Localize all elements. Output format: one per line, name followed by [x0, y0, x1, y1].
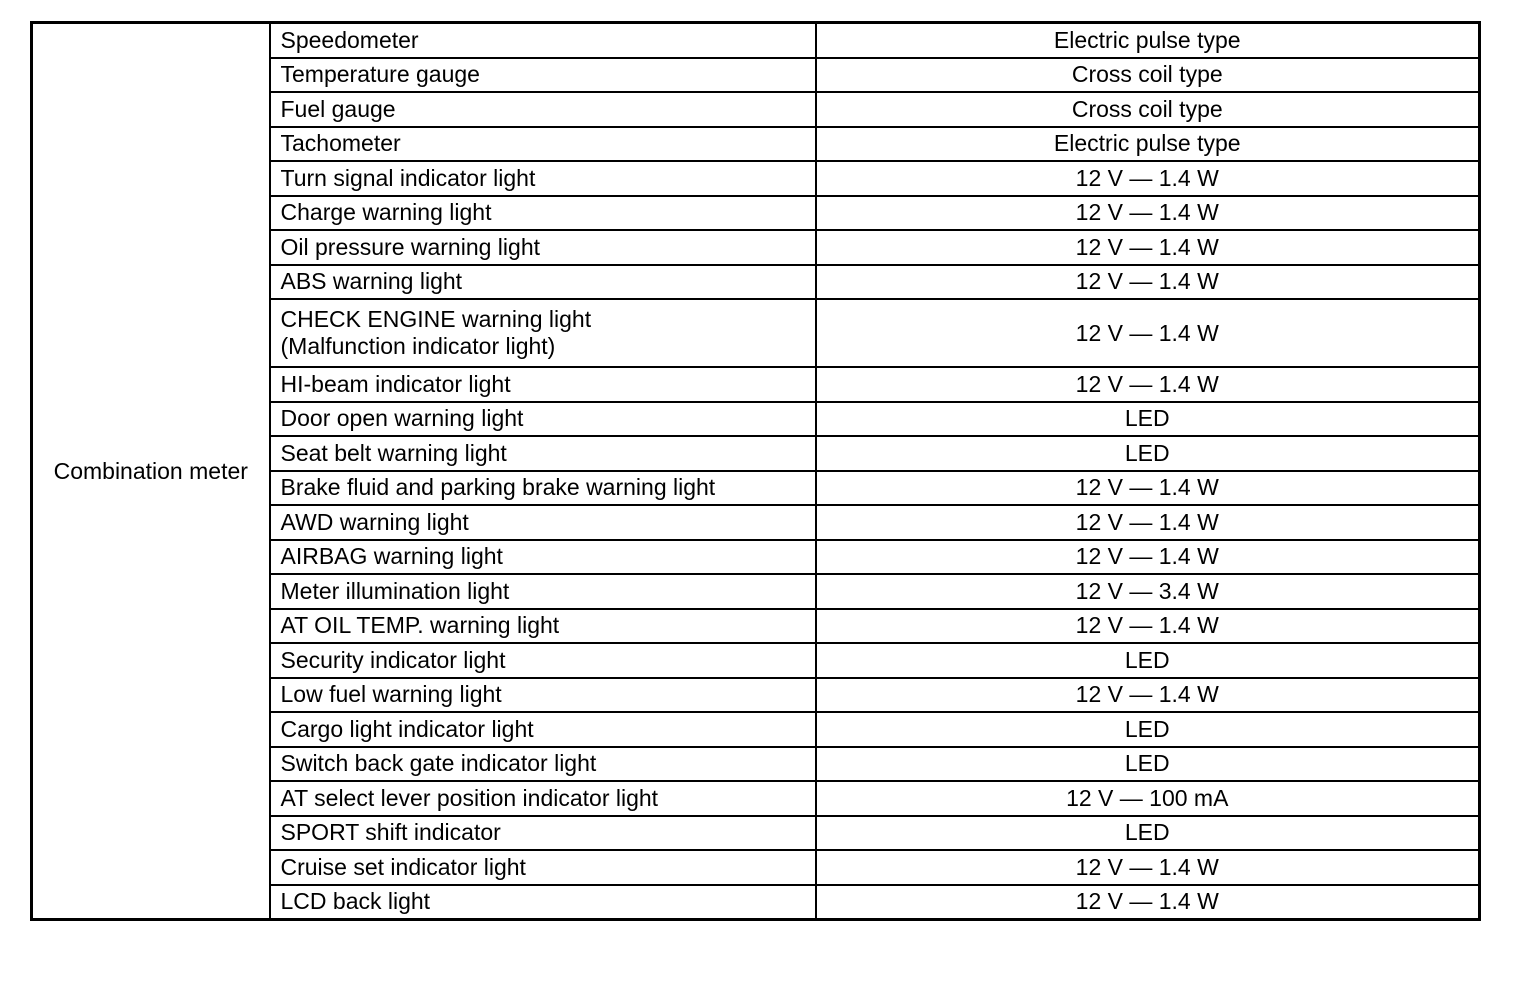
item-name-line: Cruise set indicator light — [280, 853, 526, 880]
item-name-line: Security indicator light — [280, 646, 506, 673]
item-value-cell: 12 V — 1.4 W — [816, 161, 1480, 196]
item-value-cell: 12 V — 100 mA — [816, 781, 1480, 816]
item-value-cell: LED — [816, 643, 1480, 678]
item-name-cell — [270, 471, 816, 506]
item-name-line: AIRBAG warning light — [280, 543, 503, 570]
item-value-cell: Electric pulse type — [816, 127, 1480, 162]
item-name-cell — [270, 781, 816, 816]
item-value-cell: LED — [816, 712, 1480, 747]
item-name-line: Brake fluid and parking brake warning light — [280, 474, 716, 501]
item-name-cell — [270, 712, 816, 747]
item-name-line: Low fuel warning light — [280, 681, 502, 708]
item-name-cell — [270, 540, 816, 575]
item-value-cell: 12 V — 1.4 W — [816, 196, 1480, 231]
item-name-line: Temperature gauge — [280, 61, 480, 88]
item-value-cell: Cross coil type — [816, 92, 1480, 127]
item-value-cell: 12 V — 3.4 W — [816, 574, 1480, 609]
item-name-line: Tachometer — [280, 130, 401, 157]
item-name-line: AT OIL TEMP. warning light — [280, 612, 560, 639]
item-value-cell: Cross coil type — [816, 58, 1480, 93]
item-name-cell — [270, 402, 816, 437]
item-name-line: AT select lever position indicator light — [280, 784, 659, 811]
item-value-cell: LED — [816, 816, 1480, 851]
item-name-cell — [270, 265, 816, 300]
item-name-cell — [270, 678, 816, 713]
item-name-line: Charge warning light — [280, 199, 492, 226]
item-name-cell — [270, 609, 816, 644]
item-name-line: Cargo light indicator light — [280, 715, 534, 742]
group-label-cell: Combination meter — [32, 23, 270, 920]
item-name-line: Turn signal indicator light — [280, 164, 536, 191]
item-name-line: Seat belt warning light — [280, 439, 507, 466]
item-name-cell — [270, 885, 816, 920]
item-name-cell — [270, 23, 816, 58]
item-name-line: ABS warning light — [280, 268, 463, 295]
item-value-cell: 12 V — 1.4 W — [816, 850, 1480, 885]
item-value-cell: 12 V — 1.4 W — [816, 471, 1480, 506]
item-value-cell: 12 V — 1.4 W — [816, 609, 1480, 644]
item-value-cell: 12 V — 1.4 W — [816, 885, 1480, 920]
item-value-cell: 12 V — 1.4 W — [816, 540, 1480, 575]
item-name-line: Speedometer — [280, 26, 419, 53]
item-name-line: HI-beam indicator light — [280, 370, 511, 397]
item-name-cell — [270, 367, 816, 402]
item-value-cell: 12 V — 1.4 W — [816, 678, 1480, 713]
item-value-cell: 12 V — 1.4 W — [816, 367, 1480, 402]
item-name-cell — [270, 436, 816, 471]
item-name-line: Fuel gauge — [280, 95, 396, 122]
item-name-line: Meter illumination light — [280, 577, 510, 604]
item-name-cell — [270, 505, 816, 540]
item-name-line: Door open warning light — [280, 405, 524, 432]
item-name-line: AWD warning light — [280, 508, 469, 535]
item-name-cell — [270, 574, 816, 609]
item-value-cell: 12 V — 1.4 W — [816, 230, 1480, 265]
item-name-cell — [270, 230, 816, 265]
item-name-cell — [270, 816, 816, 851]
item-name-line: Switch back gate indicator light — [280, 750, 597, 777]
item-name-cell — [270, 299, 816, 367]
item-name-cell — [270, 747, 816, 782]
item-value-cell: LED — [816, 402, 1480, 437]
combination-meter-spec-table — [30, 21, 1481, 921]
item-name-cell — [270, 643, 816, 678]
item-name-cell — [270, 196, 816, 231]
spec-table-body — [32, 23, 1480, 920]
item-name-cell — [270, 161, 816, 196]
item-name-line: Oil pressure warning light — [280, 233, 541, 260]
item-name-cell — [270, 92, 816, 127]
item-name-line: (Malfunction indicator light) — [280, 333, 556, 359]
item-value-cell: Electric pulse type — [816, 23, 1480, 58]
item-value-cell: 12 V — 1.4 W — [816, 505, 1480, 540]
item-value-cell: LED — [816, 747, 1480, 782]
item-name-line: SPORT shift indicator — [280, 819, 501, 846]
item-value-cell: LED — [816, 436, 1480, 471]
item-name-cell — [270, 127, 816, 162]
table-row — [32, 23, 1480, 58]
item-name-line: LCD back light — [280, 888, 431, 915]
item-name-cell — [270, 58, 816, 93]
item-value-cell: 12 V — 1.4 W — [816, 299, 1480, 367]
item-value-cell: 12 V — 1.4 W — [816, 265, 1480, 300]
item-name-line: CHECK ENGINE warning light — [280, 306, 592, 332]
item-name-cell — [270, 850, 816, 885]
